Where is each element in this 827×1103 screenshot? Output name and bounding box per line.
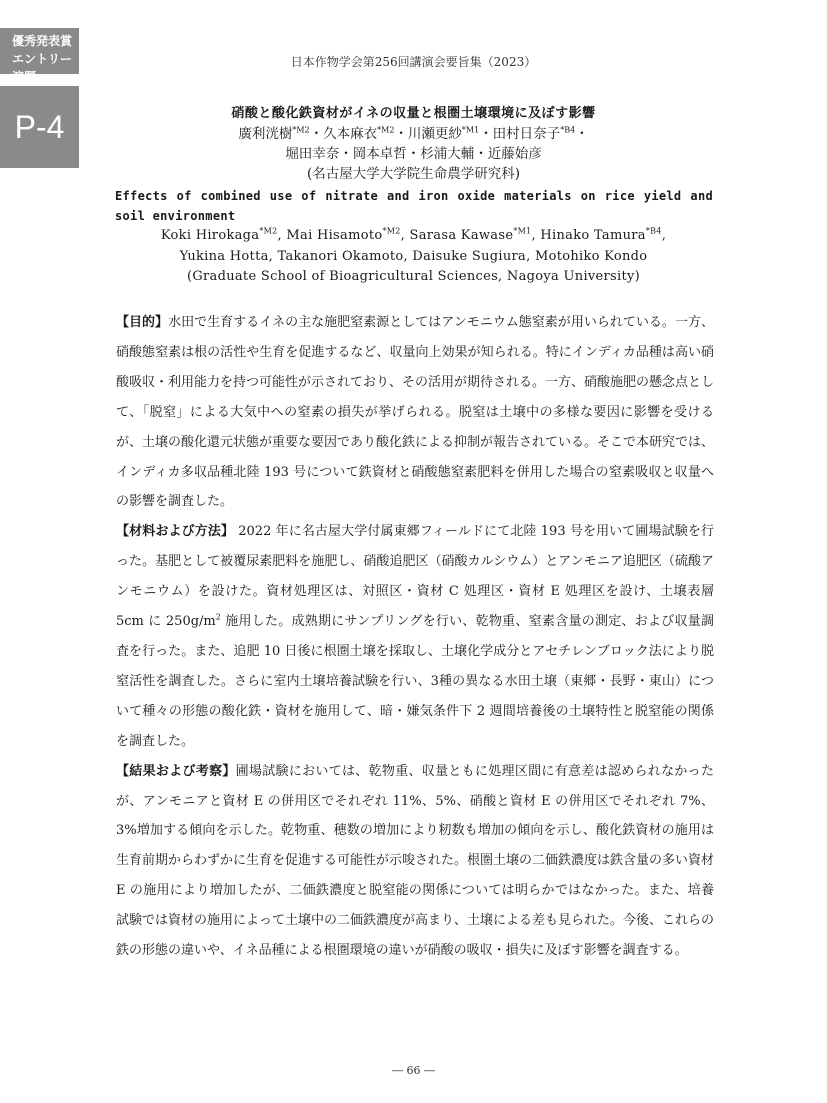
results-paragraph	[116, 757, 714, 966]
english-title: Effects of combined use of nitrate and iron oxide materials on rice yield and soil environment	[115, 189, 713, 223]
purpose-heading: 【目的】	[116, 315, 169, 330]
results-text: 圃場試験においては、乾物重、収量ともに処理区間に有意差は認められなかったが、アンモニアと資材 E の併用区でそれぞれ 11%、5%、硝酸と資材 E の併用区でそれぞれ 7%、3%増加する傾向を示した。乾物重、穂数の増加により籾数も増加の傾向を示し、酸化鉄資材の施用は生育前期からわずかに生育を促進する可能性が示唆された。根圏土壌の二価鉄濃度は鉄含量の多い資材 E の施用により増加したが、二価鉄濃度と脱窒能の関係については明らかではなかった。また、培養試験では資材の施用によって土壌中の二価鉄濃度が高まり、土壌による差も見られた。今後、これらの鉄の形態の違いや、イネ品種による根圏環境の違いが硝酸の吸収・損失に及ぼす影響を調査する。	[116, 763, 715, 959]
methods-paragraph: 【材料および方法】 2022 年に名古屋大学付属東郷フィールドにて北陸 193 号を用いて圃場試験を行った。基肥として被覆尿素肥料を施肥し、硝酸追肥区（硝酸カルシウム）とアンモニア追肥区（硫酸アンモニウム）を設けた。資材処理区は、対照区・資材 C 処理区・資材 E 処理区を設け、土壌表層 5cm に $250g/m^2$ 施用した。成熟期にサンプリングを行い、乾物重、窒素含量の測定、および収量調査を行った。また、追肥 10 日後に根圏土壌を採取し、土壌化学成分とアセチレンブロック法により脱窒活性を調査した。さらに室内土壌培養試験を行い、3種の異なる水田土壌（東郷・長野・東山）について種々の形態の酸化鉄・資材を施用して、暗・嫌気条件下 2 週間培養後の土壌特性と脱窒能の関係を調査した。	[116, 524, 715, 749]
japanese-title-block	[100, 104, 727, 184]
japanese-authors-line-1: 廣利洸樹$^{*M2}$・久本麻衣$^{*M2}$・川瀬更紗$^{*M1}$・田村日奈子$^{*B4}$・	[238, 125, 589, 142]
badge-line-1: 優秀発表賞	[12, 34, 73, 48]
presentation-code: P-4	[0, 86, 79, 168]
japanese-authors-line-2: 堀田幸奈・岡本卓哲・杉浦大輔・近藤始彦	[285, 146, 542, 162]
japanese-title: 硝酸と酸化鉄資材がイネの収量と根圏土壌環境に及ぼす影響	[231, 106, 596, 121]
methods-heading: 【材料および方法】	[116, 524, 235, 540]
english-authors-line-2: Yukina Hotta, Takanori Okamoto, Daisuke Sugiura, Motohiko Kondo	[179, 248, 648, 264]
page-number: ― 66 ―	[392, 1064, 435, 1077]
badge-line-2: エントリー演題	[12, 52, 73, 84]
proceedings-header: 日本作物学会第256回講演会要旨集（2023）	[290, 55, 537, 69]
english-authors-line-1: Koki Hirokaga$^{*M2}$, Mai Hisamoto$^{*M2}$, Sarasa Kawase$^{*M1}$, Hinako Tamura$^{*B4}$,	[160, 226, 667, 243]
purpose-paragraph	[116, 308, 714, 517]
purpose-text: 水田で生育するイネの主な施肥窒素源としてはアンモニウム態窒素が用いられている。一方、硝酸態窒素は根の活性や生育を促進するなど、収量向上効果が知られる。特にインディカ品種は高い硝酸吸収・利用能力を持つ可能性が示されており、その活用が期待される。一方、硝酸施肥の懸念点として、「脱窒」による大気中への窒素の損失が挙げられる。脱窒は土壌中の多様な要因に影響を受けるが、土壌の酸化還元状態が重要な要因であり酸化鉄による抑制が報告されている。そこで本研究では、インディカ多収品種北陸 193 号について鉄資材と硝酸態窒素肥料を併用した場合の窒素吸収と収量への影響を調査した。	[116, 315, 715, 510]
abstract-body	[116, 308, 714, 966]
results-heading: 【結果および考察】	[116, 763, 236, 779]
japanese-affiliation: (名古屋大学大学院生命農学研究科)	[306, 166, 521, 182]
english-affiliation: (Graduate School of Bioagricultural Sciences, Nagoya University)	[186, 269, 641, 284]
english-authors-block	[100, 226, 727, 288]
